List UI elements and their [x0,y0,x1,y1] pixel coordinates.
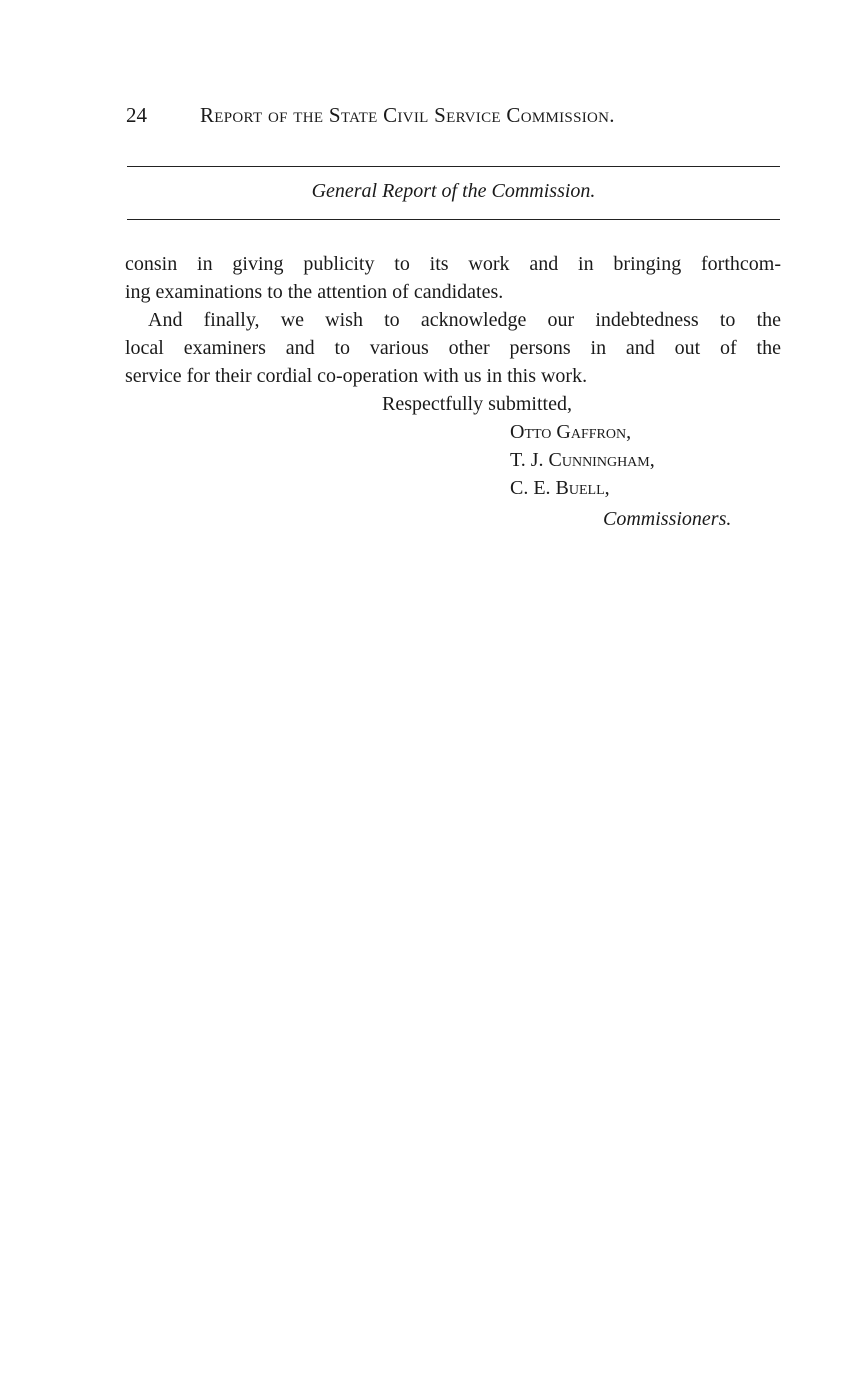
paragraph [125,250,781,306]
text-line: And finally, we wish to acknowledge our indebtedness to the [148,309,781,331]
text-line: consin in giving publicity to its work and in bringing forthcom- [125,253,781,275]
signatory-name: T. J. Cunningham, [510,449,655,471]
text-line: service for their cordial co-operation with us in this work. [125,365,588,387]
body-text [125,250,781,390]
text-line: ing examinations to the attention of candidates. [125,281,504,303]
running-title: Report of the State Civil Service Commission. [200,103,615,127]
page-number: 24 [126,103,147,127]
signatory-name: C. E. Buell, [510,477,610,499]
closing-salutation: Respectfully submitted, [382,393,572,415]
paragraph [125,306,781,390]
header-rule-top [127,166,780,167]
signatory-name: Otto Gaffron, [510,421,632,443]
header-rule-bottom [127,219,780,220]
section-title: General Report of the Commission. [311,180,596,202]
text-line: local examiners and to various other persons in and out of the [125,337,781,359]
running-head [126,101,786,129]
signatory-role: Commissioners. [603,508,732,530]
